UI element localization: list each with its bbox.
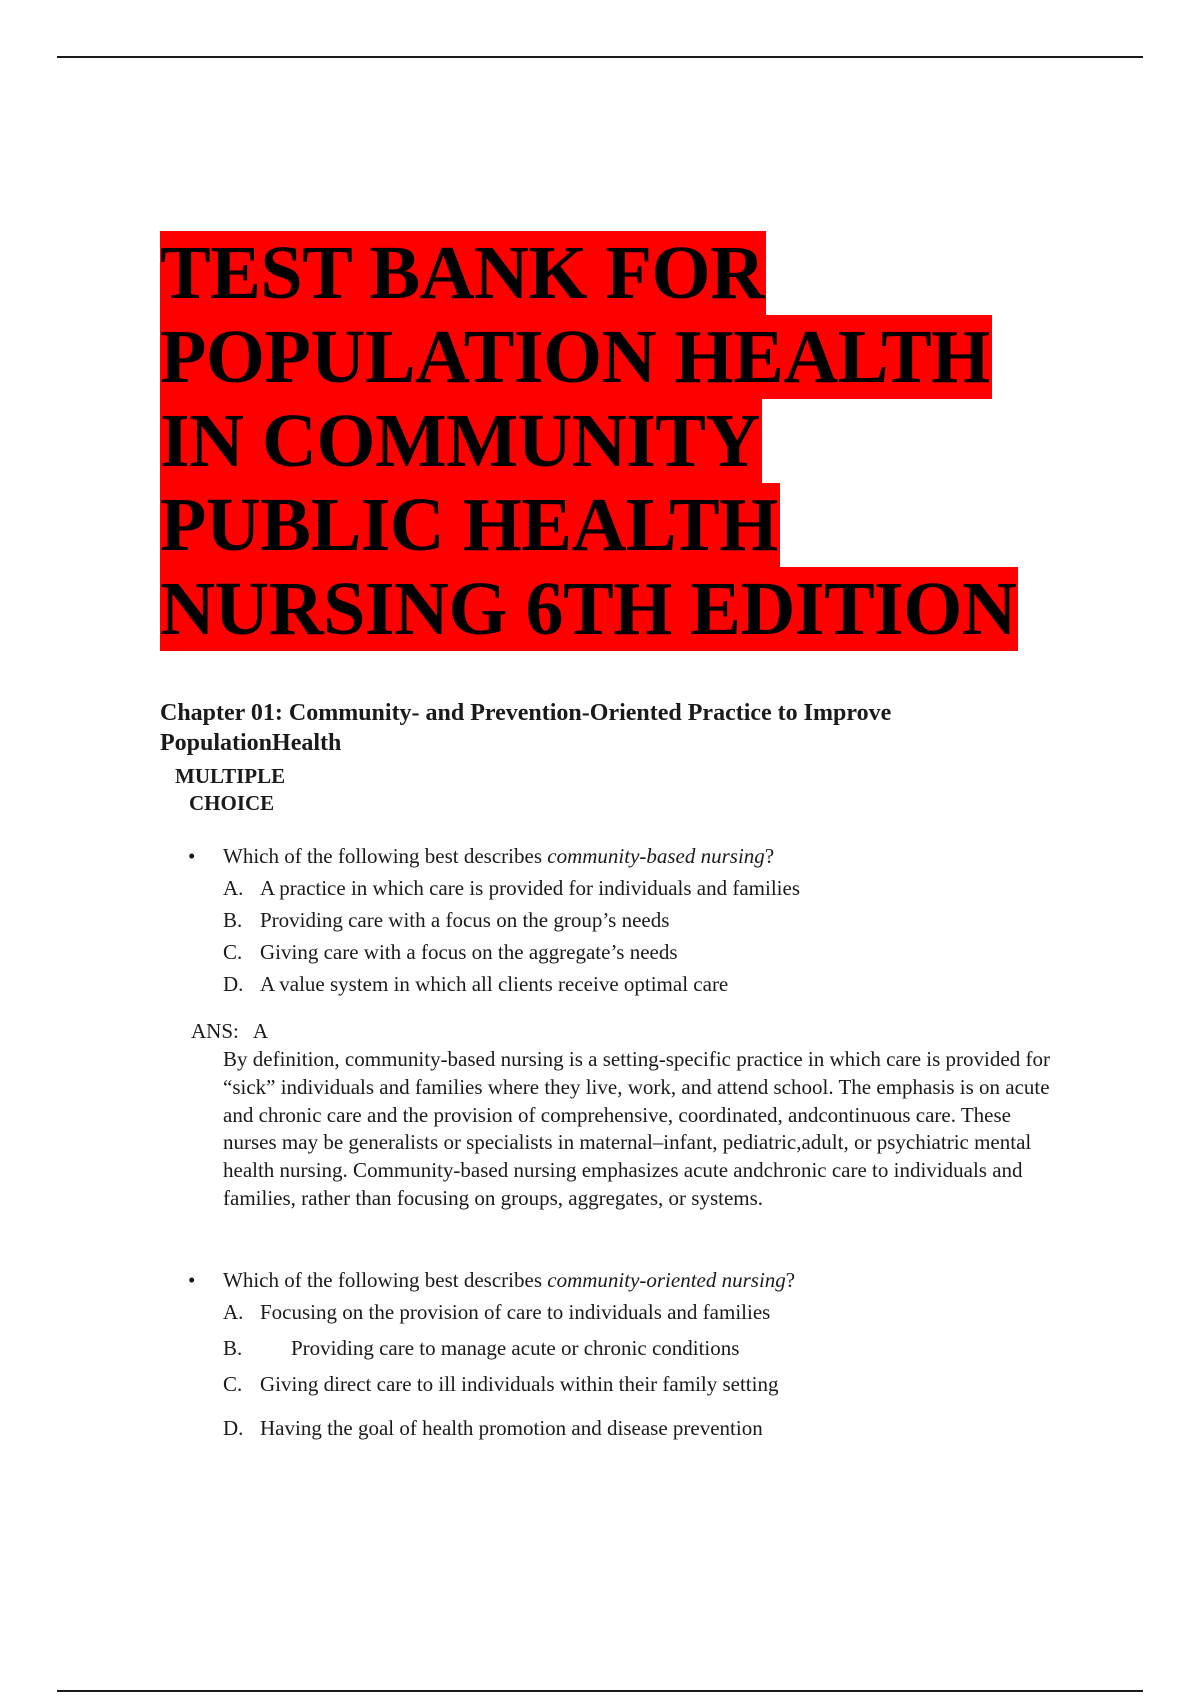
option-letter: C. [223, 1372, 243, 1396]
question-1-options [188, 872, 1088, 1000]
option-text: A practice in which care is provided for individuals and families [260, 876, 801, 900]
answer-value: A [252, 1019, 269, 1043]
question-2 [188, 1264, 1088, 1444]
question-1-stem-suffix: ? [764, 844, 775, 868]
question-2-stem-prefix: Which of the following best describes [223, 1268, 548, 1292]
question-2-stem [188, 1264, 1088, 1296]
option-a[interactable] [223, 1296, 1088, 1328]
section-label [175, 763, 285, 817]
option-letter: D. [223, 1416, 244, 1440]
question-1-stem [188, 840, 1088, 872]
option-text: Providing care with a focus on the group’s needs [260, 908, 670, 932]
title-line-5: NURSING 6TH EDITION [160, 567, 1017, 651]
question-2-options [188, 1296, 1088, 1444]
document-title [160, 231, 1018, 651]
chapter-heading: Chapter 01: Community- and Prevention-Oriented Practice to Improve PopulationHealth [160, 700, 892, 756]
question-1 [188, 840, 1088, 1000]
option-text: Providing care to manage acute or chronic conditions [291, 1336, 740, 1360]
bottom-rule [57, 1690, 1143, 1692]
option-d[interactable] [223, 968, 1088, 1000]
section-label-line-2: CHOICE [189, 791, 275, 815]
bullet: • [188, 1268, 196, 1292]
option-c[interactable] [223, 936, 1088, 968]
top-rule [57, 56, 1143, 58]
title-line-4: PUBLIC HEALTH [160, 483, 778, 567]
option-letter: C. [223, 940, 243, 964]
option-letter: B. [223, 908, 243, 932]
option-text: Giving care with a focus on the aggregate’s needs [260, 940, 678, 964]
option-text: A value system in which all clients receive optimal care [260, 972, 729, 996]
option-text: Focusing on the provision of care to individuals and families [260, 1300, 771, 1324]
option-d[interactable] [223, 1412, 1088, 1444]
answer-rationale: By definition, community-based nursing is a setting-specific practice in which care is provided for “sick” individuals and families where they live, work, and attend school. The emphasis is on acute and chronic care and the provision of comprehensive, coordinated, andcontinuous care. These nurses may be generalists or specialists in maternal–infant, pediatric,adult, or psychiatric mental health nursing. Community-based nursing emphasizes acute andchronic care to individuals and families, rather than focusing on groups, aggregates, or systems. [223, 1047, 1050, 1210]
question-2-stem-suffix: ? [785, 1268, 796, 1292]
question-1-stem-term: community-based nursing [547, 844, 765, 868]
option-b[interactable] [223, 904, 1088, 936]
answer-label: ANS: [191, 1019, 239, 1043]
option-text: Giving direct care to ill individuals within their family setting [260, 1372, 779, 1396]
option-letter: B. [223, 1336, 243, 1360]
option-b[interactable] [223, 1332, 1088, 1364]
question-2-stem-term: community-oriented nursing [547, 1268, 786, 1292]
bullet: • [188, 844, 196, 868]
option-a[interactable] [223, 872, 1088, 904]
question-1-stem-prefix: Which of the following best describes [223, 844, 548, 868]
option-letter: D. [223, 972, 244, 996]
option-c[interactable] [223, 1368, 1088, 1400]
title-line-3: IN COMMUNITY [160, 399, 760, 483]
title-line-2: POPULATION HEALTH [160, 315, 990, 399]
option-letter: A. [223, 1300, 244, 1324]
title-line-1: TEST BANK FOR [160, 231, 765, 315]
answer-line [191, 1016, 268, 1046]
option-letter: A. [223, 876, 244, 900]
option-text: Having the goal of health promotion and disease prevention [260, 1416, 763, 1440]
section-label-line-1: MULTIPLE [175, 764, 286, 788]
